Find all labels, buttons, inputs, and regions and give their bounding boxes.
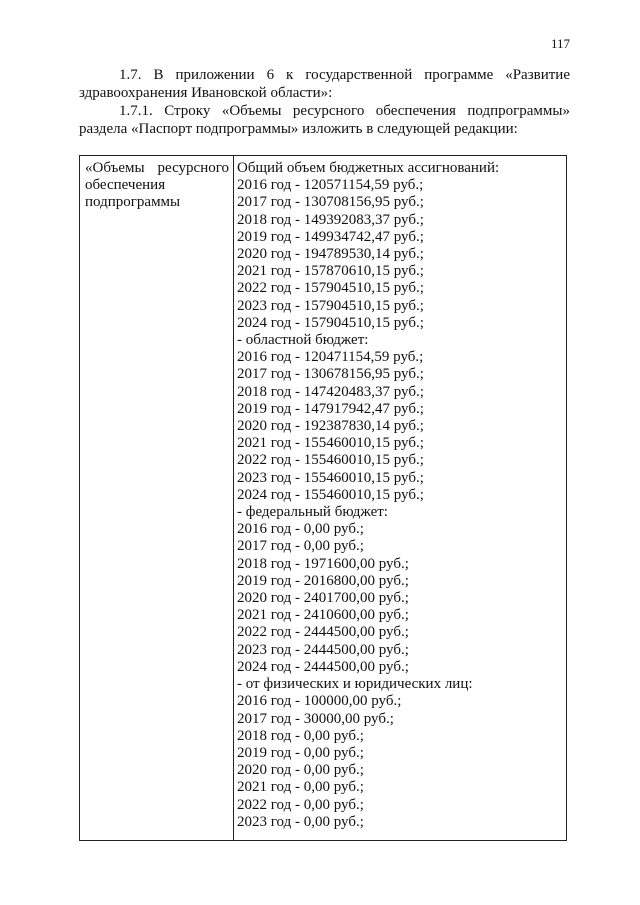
funding-row: 2020 год - 0,00 руб.; [237,762,364,779]
paragraph-1-7-line-2: здравоохранения Ивановской области»: [79,84,333,101]
table-right-cell [234,156,566,840]
funding-row: 2023 год - 157904510,15 руб.; [237,297,424,314]
funding-row: 2017 год - 30000,00 руб.; [237,710,394,727]
left-cell-line-3: подпрограммы [85,194,181,211]
funding-row: 2022 год - 155460010,15 руб.; [237,452,424,469]
paragraph-1-7-1-line-1: 1.7.1. Строку «Объемы ресурсного обеспечения подпрограммы» [119,103,570,119]
funding-row: - областной бюджет: [237,332,369,349]
funding-row: 2020 год - 192387830,14 руб.; [237,418,424,435]
funding-row: - федеральный бюджет: [237,504,388,521]
funding-row: 2019 год - 2016800,00 руб.; [237,572,409,589]
paragraph-1-7-1 [79,103,570,138]
paragraph-1-7-1-line-2: раздела «Паспорт подпрограммы» изложить в следующей редакции: [79,120,518,137]
funding-row: 2019 год - 0,00 руб.; [237,744,364,761]
funding-table [79,155,567,841]
table-left-cell [80,156,234,840]
funding-row: 2022 год - 0,00 руб.; [237,796,364,813]
funding-row: Общий объем бюджетных ассигнований: [237,160,500,176]
funding-row: 2023 год - 2444500,00 руб.; [237,641,409,658]
funding-row: 2021 год - 157870610,15 руб.; [237,263,424,280]
funding-row: 2016 год - 0,00 руб.; [237,521,364,538]
page-number: 117 [550,36,570,51]
funding-row: 2017 год - 130678156,95 руб.; [237,366,424,383]
funding-row: 2018 год - 1971600,00 руб.; [237,555,409,572]
funding-row: 2019 год - 149934742,47 руб.; [237,228,424,245]
funding-row: 2023 год - 155460010,15 руб.; [237,469,424,486]
funding-row: 2020 год - 2401700,00 руб.; [237,590,409,607]
funding-row: 2024 год - 155460010,15 руб.; [237,486,424,503]
funding-row: 2024 год - 157904510,15 руб.; [237,314,424,331]
funding-row: 2017 год - 130708156,95 руб.; [237,194,424,211]
paragraph-1-7 [79,67,570,102]
funding-row: 2024 год - 2444500,00 руб.; [237,658,409,675]
funding-row: 2018 год - 149392083,37 руб.; [237,211,424,228]
funding-row: 2022 год - 157904510,15 руб.; [237,280,424,297]
funding-row: 2016 год - 100000,00 руб.; [237,693,402,710]
funding-row: 2021 год - 0,00 руб.; [237,779,364,796]
left-cell-line-1: «Объемы ресурсного [85,160,229,176]
funding-row: 2016 год - 120571154,59 руб.; [237,177,424,194]
paragraph-1-7-line-1: 1.7. В приложении 6 к государственной программе «Развитие [119,67,570,83]
funding-row: 2019 год - 147917942,47 руб.; [237,400,424,417]
left-cell-line-2: обеспечения [85,177,166,194]
funding-row: 2021 год - 155460010,15 руб.; [237,435,424,452]
funding-row: 2017 год - 0,00 руб.; [237,538,364,555]
funding-row: 2018 год - 147420483,37 руб.; [237,383,424,400]
funding-row: 2022 год - 2444500,00 руб.; [237,624,409,641]
funding-row: 2018 год - 0,00 руб.; [237,727,364,744]
funding-row: 2023 год - 0,00 руб.; [237,813,364,830]
funding-row: 2020 год - 194789530,14 руб.; [237,246,424,263]
funding-row: 2021 год - 2410600,00 руб.; [237,607,409,624]
funding-row: - от физических и юридических лиц: [237,676,473,693]
funding-row: 2016 год - 120471154,59 руб.; [237,349,424,366]
